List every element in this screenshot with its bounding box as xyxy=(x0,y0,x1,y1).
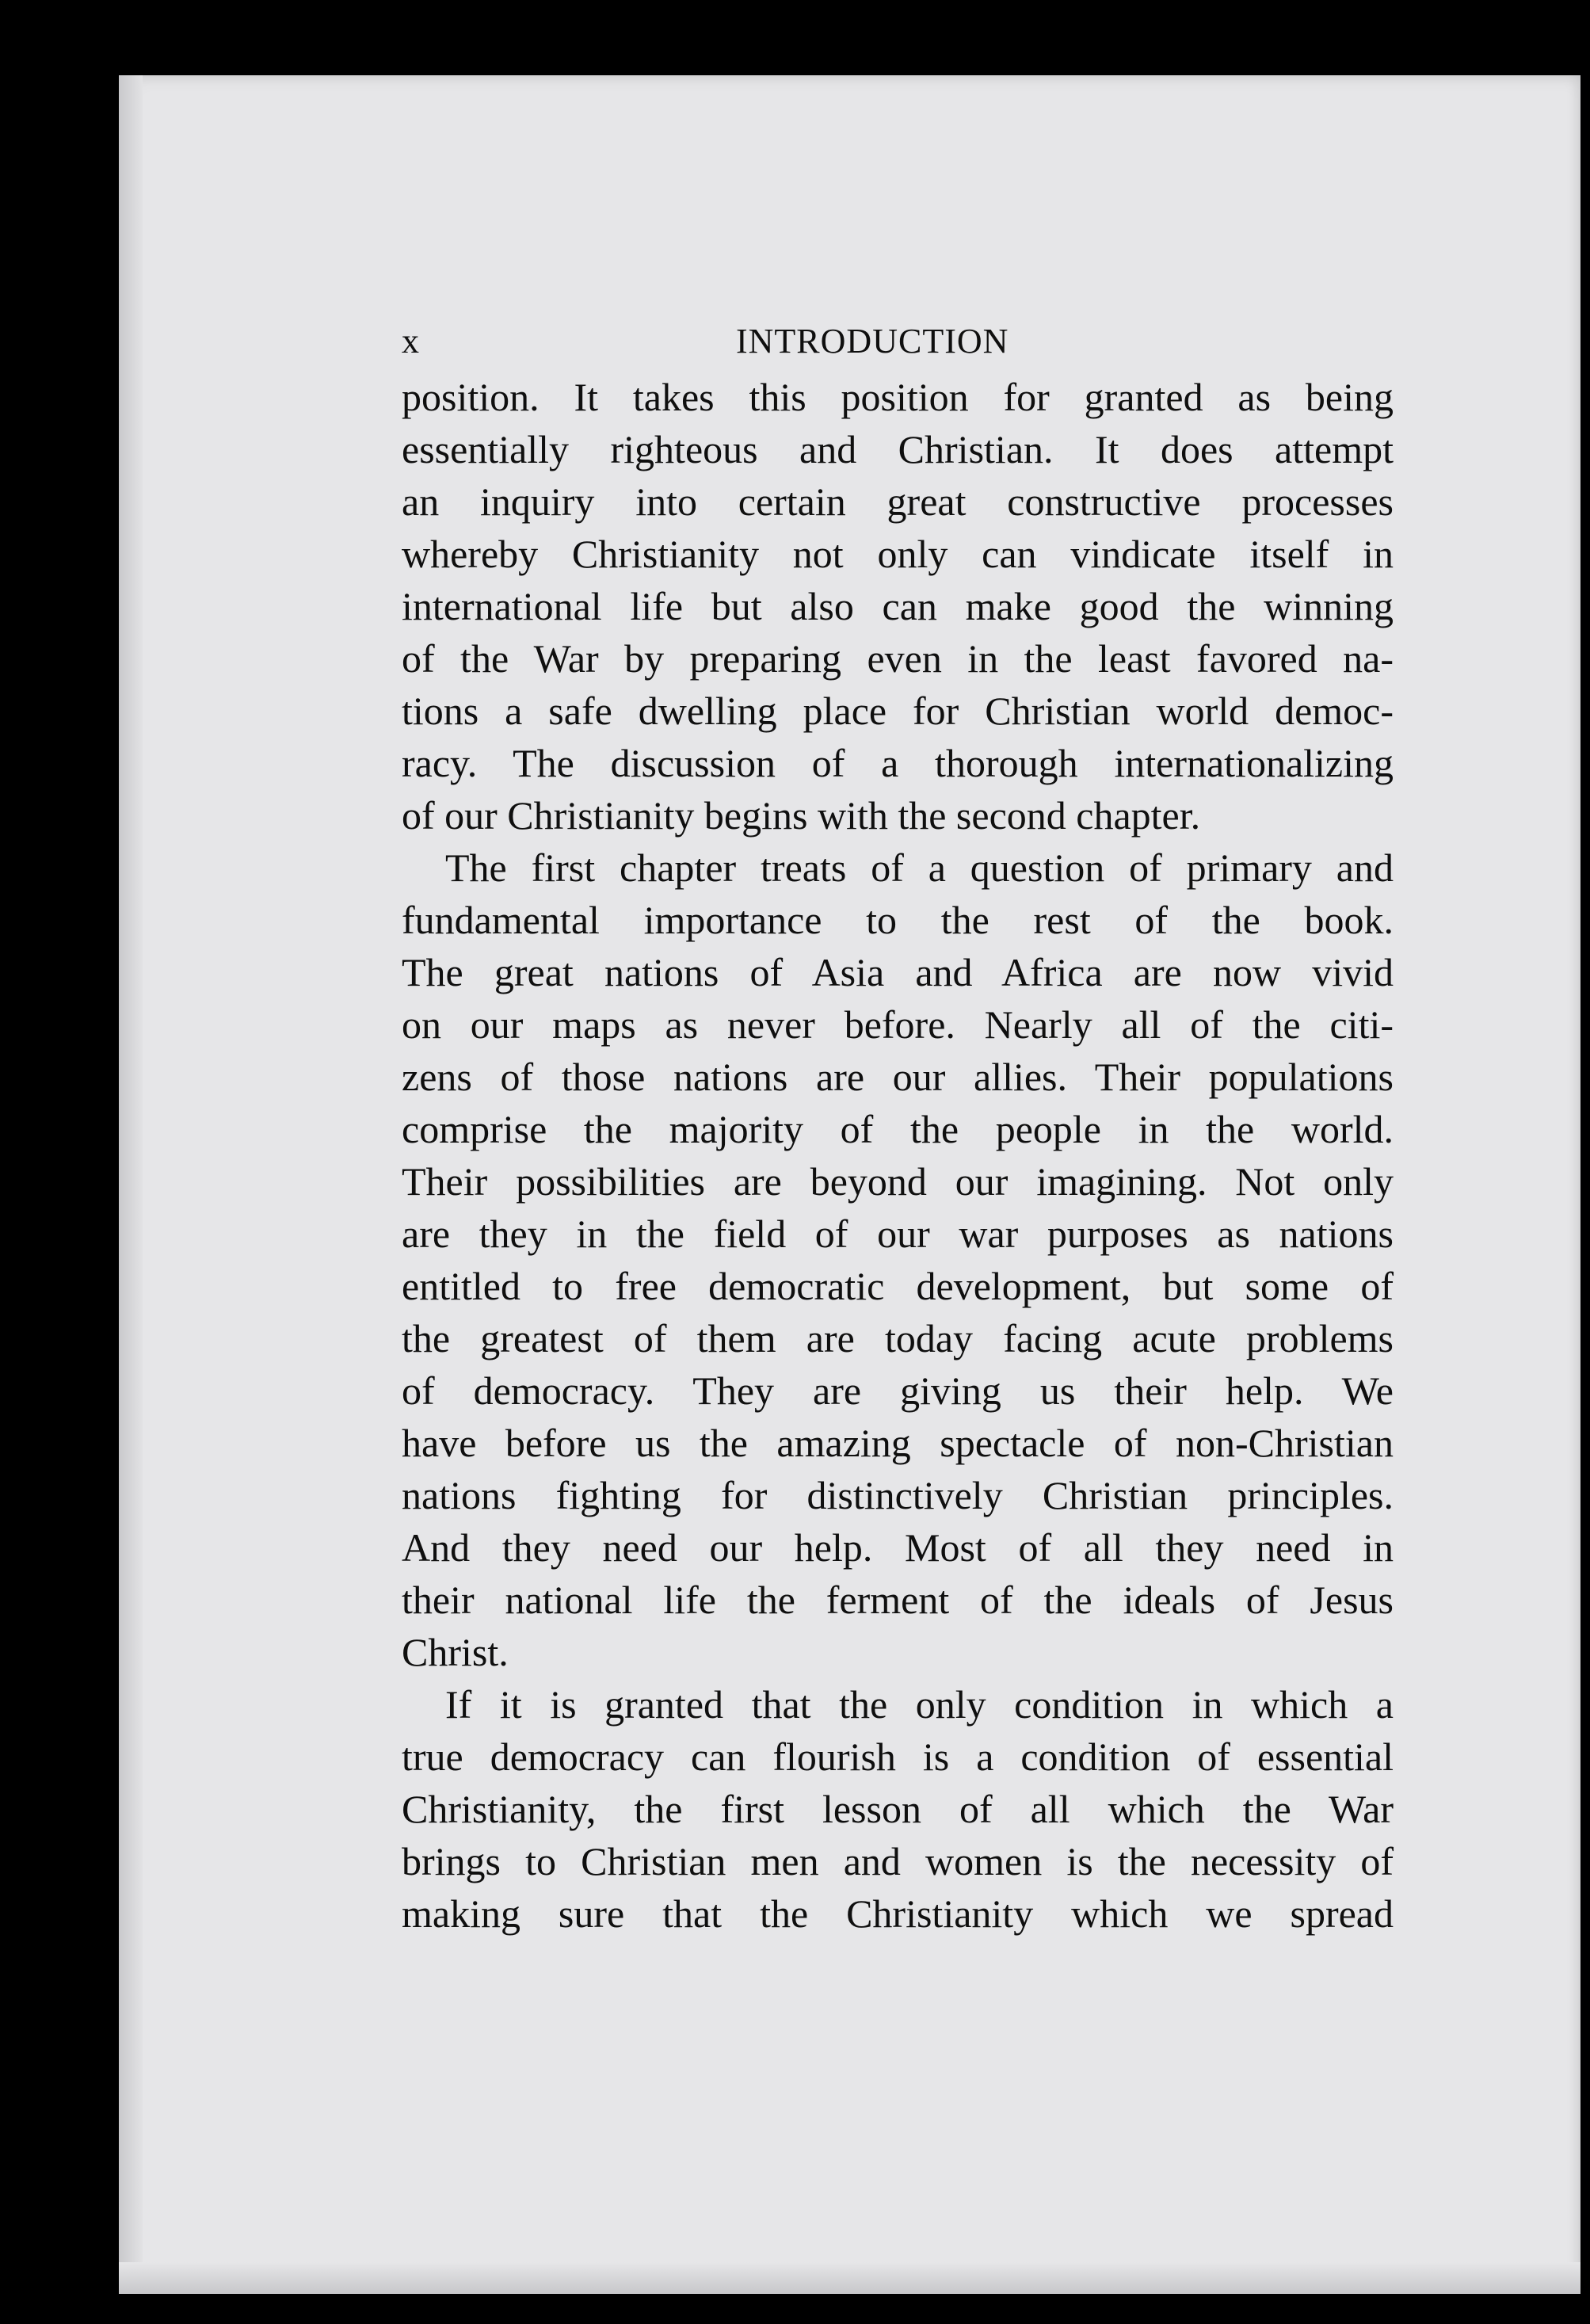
paragraph-1 xyxy=(402,371,1394,841)
page-left-edge xyxy=(119,75,143,2294)
text-line: of the War by preparing even in the least favored na- xyxy=(402,636,1394,681)
paragraph-3 xyxy=(402,1678,1394,1940)
text-line: making sure that the Christianity which we spread xyxy=(402,1891,1394,1936)
text-line: their national life the ferment of the ideals of Jesus xyxy=(402,1578,1394,1622)
text-line: If it is granted that the only condition in which a xyxy=(445,1682,1394,1727)
text-line: tions a safe dwelling place for Christian world democ- xyxy=(402,689,1394,733)
text-line: And they need our help. Most of all they need in xyxy=(402,1525,1394,1570)
text-line: true democracy can flourish is a condition of essential xyxy=(402,1734,1394,1779)
text-line: are they in the field of our war purposes as nations xyxy=(402,1212,1394,1256)
page-bottom-edge xyxy=(119,2262,1580,2294)
running-title: INTRODUCTION xyxy=(736,322,1009,361)
text-line: The great nations of Asia and Africa are now vivid xyxy=(402,950,1394,994)
text-line: brings to Christian men and women is the necessity of xyxy=(402,1839,1394,1883)
text-line: comprise the majority of the people in the world. xyxy=(402,1107,1394,1151)
text-line: position. It takes this position for granted as being xyxy=(402,375,1394,419)
text-line: entitled to free democratic development, but some of xyxy=(402,1264,1394,1308)
text-line: Christianity, the first lesson of all which the War xyxy=(402,1787,1394,1831)
text-line: of our Christianity begins with the second chapter. xyxy=(402,793,1201,838)
text-line: an inquiry into certain great constructive processes xyxy=(402,479,1394,524)
text-line: of democracy. They are giving us their help. We xyxy=(402,1368,1394,1413)
text-line: racy. The discussion of a thorough internationalizing xyxy=(402,741,1394,785)
page-number: x xyxy=(402,322,420,361)
text-line: essentially righteous and Christian. It does attempt xyxy=(402,427,1394,471)
text-line: the greatest of them are today facing acute problems xyxy=(402,1316,1394,1360)
text-line: on our maps as never before. Nearly all of the citi- xyxy=(402,1002,1394,1047)
text-line: have before us the amazing spectacle of non-Christian xyxy=(402,1421,1394,1465)
text-line: zens of those nations are our allies. Their populations xyxy=(402,1055,1394,1099)
page-text-block xyxy=(402,315,1394,1940)
text-line: Christ. xyxy=(402,1630,509,1674)
text-line: nations fighting for distinctively Christian principles. xyxy=(402,1473,1394,1517)
text-line: whereby Christianity not only can vindicate itself in xyxy=(402,532,1394,576)
running-head xyxy=(402,315,1394,371)
text-line: international life but also can make good the winning xyxy=(402,584,1394,628)
paragraph-2 xyxy=(402,841,1394,1678)
text-line: fundamental importance to the rest of the book. xyxy=(402,898,1394,942)
text-line: The first chapter treats of a question of primary and xyxy=(445,845,1394,890)
text-line: Their possibilities are beyond our imagining. Not only xyxy=(402,1159,1394,1204)
